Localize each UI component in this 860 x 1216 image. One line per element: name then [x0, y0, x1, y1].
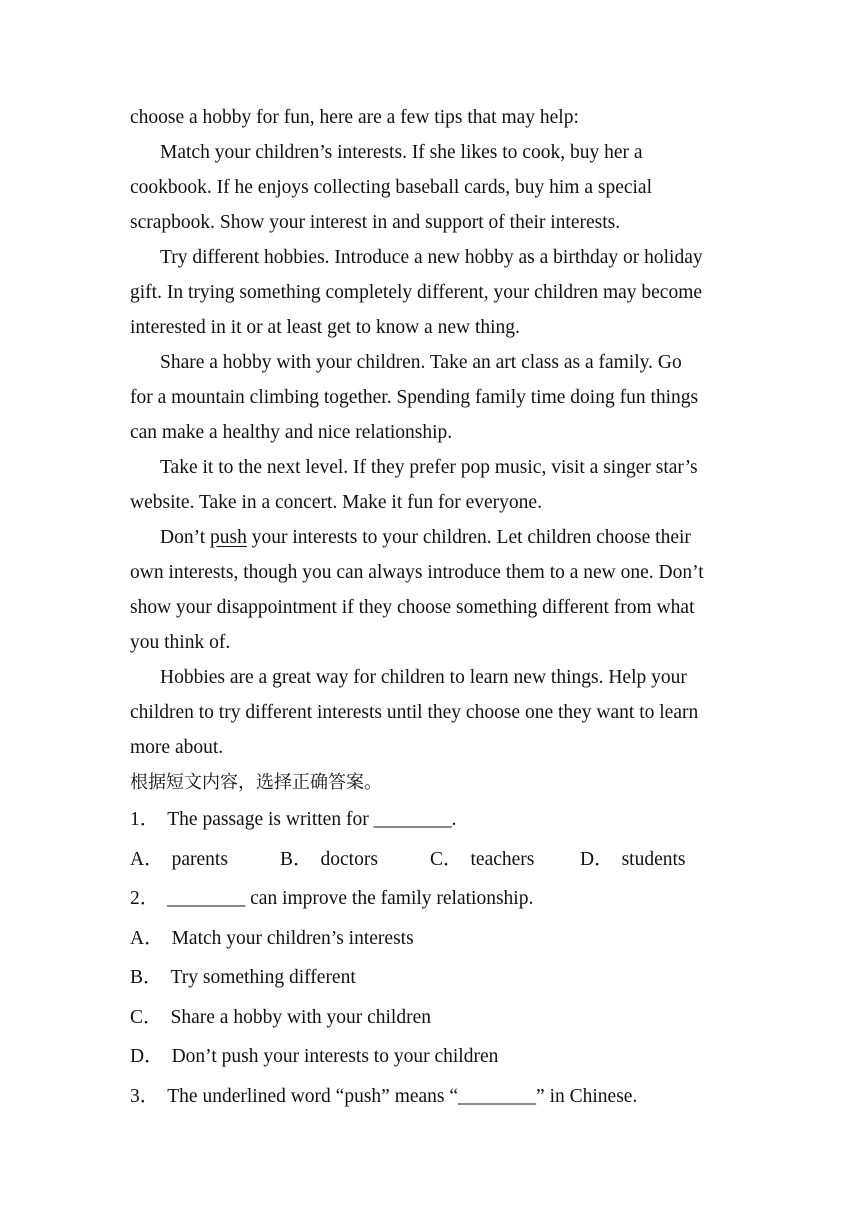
- question-1: [130, 800, 730, 879]
- question-stem: [130, 800, 730, 840]
- passage-line: gift. In trying something completely different, your children may become: [130, 282, 703, 303]
- push-line-before: Don’t: [160, 527, 211, 548]
- passage-line: can make a healthy and nice relationship.: [130, 422, 453, 443]
- passage-line: for a mountain climbing together. Spending family time doing fun things: [130, 387, 699, 408]
- option-letter: D．: [130, 1046, 164, 1067]
- option-a[interactable]: [130, 919, 730, 959]
- passage-line: Try different hobbies. Introduce a new hobby as a birthday or holiday: [160, 247, 703, 268]
- question-number: 2．: [130, 888, 160, 909]
- question-stem: [130, 879, 730, 919]
- option-text: students: [621, 848, 686, 870]
- instruction-text: 根据短文内容，选择正确答案。: [130, 772, 382, 793]
- passage-line: Match your children’s interests. If she likes to cook, buy her a: [160, 142, 643, 163]
- option-letter: B．: [130, 967, 163, 988]
- option-b[interactable]: [130, 958, 730, 998]
- option-text: Don’t push your interests to your children: [171, 1046, 499, 1067]
- option-letter: A．: [130, 927, 164, 949]
- passage-line-push: [130, 520, 730, 555]
- underlined-word-push: push: [210, 527, 247, 548]
- passage-line: Hobbies are a great way for children to learn new things. Help your: [160, 667, 687, 688]
- question-text: The underlined word “push” means “________” in Chinese.: [167, 1085, 638, 1107]
- option-letter: D．: [580, 848, 614, 870]
- passage-line: choose a hobby for fun, here are a few tips that may help:: [130, 107, 579, 128]
- passage-line: Take it to the next level. If they prefer pop music, visit a singer star’s: [160, 457, 698, 478]
- option-text: Share a hobby with your children: [170, 1006, 431, 1028]
- question-stem: [130, 1077, 730, 1117]
- question-text: The passage is written for ________.: [167, 809, 457, 830]
- option-d[interactable]: [130, 1037, 730, 1077]
- option-d[interactable]: [580, 840, 730, 880]
- passage-line: website. Take in a concert. Make it fun for everyone.: [130, 492, 542, 513]
- document-content: [130, 100, 730, 1116]
- passage-line: you think of.: [130, 632, 231, 653]
- passage-line: show your disappointment if they choose something different from what: [130, 597, 695, 618]
- passage-line: more about.: [130, 737, 224, 758]
- passage-line: Share a hobby with your children. Take an art class as a family. Go: [160, 352, 682, 373]
- option-letter: B．: [280, 848, 313, 870]
- option-letter: A．: [130, 848, 164, 870]
- question-number: 3．: [130, 1085, 160, 1107]
- passage-line: children to try different interests until they choose one they want to learn: [130, 702, 699, 723]
- options-row: [130, 840, 730, 880]
- option-b[interactable]: [280, 840, 430, 880]
- question-number: 1．: [130, 809, 160, 830]
- passage-line: scrapbook. Show your interest in and support of their interests.: [130, 212, 621, 233]
- option-letter: C．: [430, 848, 463, 870]
- option-text: Try something different: [170, 967, 356, 988]
- push-line-after: your interests to your children. Let children choose their: [246, 527, 691, 548]
- option-a[interactable]: [130, 840, 280, 880]
- question-text: ________ can improve the family relationship.: [167, 888, 534, 909]
- passage-line: own interests, though you can always introduce them to a new one. Don’t: [130, 562, 704, 583]
- option-text: Match your children’s interests: [171, 927, 414, 949]
- passage-line: interested in it or at least get to know a new thing.: [130, 317, 520, 338]
- passage-line: cookbook. If he enjoys collecting baseball cards, buy him a special: [130, 177, 653, 198]
- option-text: parents: [171, 848, 228, 870]
- option-c[interactable]: [430, 840, 580, 880]
- question-3: [130, 1077, 730, 1117]
- option-letter: C．: [130, 1006, 163, 1028]
- option-c[interactable]: [130, 998, 730, 1038]
- reading-passage: [130, 100, 730, 765]
- option-text: teachers: [470, 848, 535, 870]
- option-text: doctors: [320, 848, 378, 870]
- question-2: [130, 879, 730, 1077]
